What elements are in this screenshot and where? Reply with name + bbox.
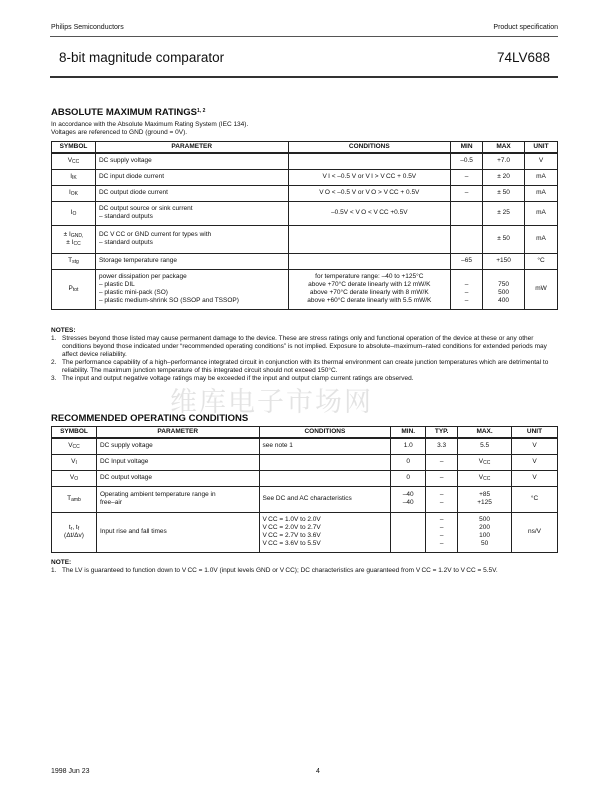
- abs-max-intro-line2: Voltages are referenced to GND (ground = 0V).: [51, 129, 188, 136]
- table-header-row: [52, 427, 558, 439]
- min-cell: –: [451, 185, 483, 201]
- conditions-cell: [288, 225, 451, 253]
- min-cell: – – –: [451, 269, 483, 309]
- min-cell: –40 –40: [391, 486, 426, 512]
- abs-max-heading: [51, 107, 205, 118]
- unit-cell: V: [512, 438, 558, 454]
- unit-cell: °C: [512, 486, 558, 512]
- abs-max-heading-sup: 1, 2: [197, 108, 206, 114]
- conditions-cell: for temperature range: –40 to +125°C above +70°C derate linearly with 12 mW/K above +70°C derate linearly with 8 mW/K above +60°C derate linearly with 5.5 mW/K: [288, 269, 451, 309]
- min-cell: 1.0: [391, 438, 426, 454]
- unit-cell: mA: [525, 225, 558, 253]
- unit-cell: V: [525, 153, 558, 169]
- conditions-cell: V I < –0.5 V or V I > V CC + 0.5V: [288, 169, 451, 185]
- symbol-cell: $t_r$, $t_f$ (Δt/Δv): [52, 512, 97, 552]
- parameter-cell: DC supply voltage: [96, 438, 259, 454]
- parameter-cell: DC output source or sink current – standard outputs: [95, 201, 288, 225]
- max-cell: ± 50: [483, 225, 525, 253]
- parameter-cell: DC supply voltage: [95, 153, 288, 169]
- document-type: Product specification: [493, 24, 558, 31]
- conditions-cell: –0.5V < V O < V CC +0.5V: [288, 201, 451, 225]
- abs-max-intro: [51, 121, 248, 137]
- col-parameter: PARAMETER: [96, 427, 259, 439]
- table-row: [52, 454, 558, 470]
- typ-cell: – – – –: [426, 512, 458, 552]
- parameter-cell: DC input diode current: [95, 169, 288, 185]
- symbol-cell: $V_O$: [52, 470, 97, 486]
- abs-max-notes: [51, 327, 558, 383]
- table-row: [52, 225, 558, 253]
- symbol-cell: $I_{OK}$: [52, 185, 96, 201]
- unit-cell: mA: [525, 185, 558, 201]
- table-row: [52, 169, 558, 185]
- parameter-cell: DC V CC or GND current for types with – standard outputs: [95, 225, 288, 253]
- min-cell: [451, 225, 483, 253]
- col-parameter: PARAMETER: [95, 142, 288, 154]
- col-symbol: SYMBOL: [52, 142, 96, 154]
- min-cell: –65: [451, 253, 483, 269]
- table-row: [52, 253, 558, 269]
- col-min: MIN: [451, 142, 483, 154]
- col-typ: TYP.: [426, 427, 458, 439]
- col-min: MIN.: [391, 427, 426, 439]
- abs-max-heading-text: ABSOLUTE MAXIMUM RATINGS: [51, 107, 198, 118]
- symbol-cell: $I_{IK}$: [52, 169, 96, 185]
- col-unit: UNIT: [525, 142, 558, 154]
- table-header-row: [52, 142, 558, 154]
- table-row: [52, 438, 558, 454]
- conditions-cell: V O < –0.5 V or V O > V CC + 0.5V: [288, 185, 451, 201]
- conditions-cell: see note 1: [259, 438, 391, 454]
- max-cell: ± 20: [483, 169, 525, 185]
- symbol-cell: $V_I$: [52, 454, 97, 470]
- unit-cell: mW: [525, 269, 558, 309]
- rec-op-notes: [51, 559, 571, 575]
- header-rule: [50, 36, 558, 37]
- symbol-cell: $T_{amb}$: [52, 486, 97, 512]
- min-cell: [451, 201, 483, 225]
- min-cell: [391, 512, 426, 552]
- max-cell: +150: [483, 253, 525, 269]
- table-row: [52, 185, 558, 201]
- min-cell: 0: [391, 454, 426, 470]
- min-cell: –: [451, 169, 483, 185]
- col-conditions: CONDITIONS: [259, 427, 391, 439]
- notes-label: NOTES:: [51, 327, 76, 334]
- company-name: Philips Semiconductors: [51, 24, 124, 31]
- symbol-cell: $T_{stg}$: [52, 253, 96, 269]
- part-number: 74LV688: [496, 50, 550, 65]
- note-3: 3. The input and output negative voltage ratings may be exceeded if the input and output clamp current ratings are observed.: [51, 375, 414, 382]
- col-unit: UNIT: [512, 427, 558, 439]
- unit-cell: mA: [525, 201, 558, 225]
- unit-cell: mA: [525, 169, 558, 185]
- typ-cell: 3.3: [426, 438, 458, 454]
- max-cell: $V_{CC}$: [458, 470, 512, 486]
- table-row: [52, 269, 558, 309]
- abs-max-intro-line1: In accordance with the Absolute Maximum Rating System (IEC 134).: [51, 121, 249, 128]
- table-row: [52, 470, 558, 486]
- max-cell: +85 +125: [458, 486, 512, 512]
- note-1: 1. Stresses beyond those listed may cause permanent damage to the device. These are stress ratings only and functional operation of the device at these or any other conditions beyond those indicated under “recommended operating conditions” is not implied. Exposure to absolute–maximum–rated conditions for extended periods may affect device reliability.: [51, 335, 547, 358]
- unit-cell: V: [512, 454, 558, 470]
- max-cell: ± 25: [483, 201, 525, 225]
- note-2: 2. The performance capability of a high–performance integrated circuit in conjunction with its thermal environment can create junction temperatures which are detrimental to reliability. The maximum junction temperature of this integrated circuit should not exceed 150°C.: [51, 359, 549, 374]
- min-cell: –0.5: [451, 153, 483, 169]
- unit-cell: ns/V: [512, 512, 558, 552]
- rec-op-table: [51, 426, 558, 553]
- product-title: 8-bit magnitude comparator: [59, 50, 225, 65]
- rec-op-heading: RECOMMENDED OPERATING CONDITIONS: [51, 413, 249, 424]
- max-cell: 500 200 100 50: [458, 512, 512, 552]
- conditions-cell: [259, 470, 391, 486]
- abs-max-table: [51, 141, 558, 310]
- col-conditions: CONDITIONS: [288, 142, 451, 154]
- max-cell: 5.5: [458, 438, 512, 454]
- col-symbol: SYMBOL: [52, 427, 97, 439]
- symbol-cell: ± $I_{GND,}$ ± $I_{CC}$: [52, 225, 96, 253]
- parameter-cell: DC output voltage: [96, 470, 259, 486]
- max-cell: $V_{CC}$: [458, 454, 512, 470]
- max-cell: ± 50: [483, 185, 525, 201]
- symbol-cell: $I_O$: [52, 201, 96, 225]
- parameter-cell: Storage temperature range: [95, 253, 288, 269]
- typ-cell: – –: [426, 486, 458, 512]
- conditions-cell: See DC and AC characteristics: [259, 486, 391, 512]
- parameter-cell: DC output diode current: [95, 185, 288, 201]
- col-max: MAX.: [458, 427, 512, 439]
- unit-cell: °C: [525, 253, 558, 269]
- note-label: NOTE:: [51, 559, 72, 566]
- parameter-cell: power dissipation per package – plastic DIL – plastic mini-pack (SO) – plastic medium-shrink SO (SSOP and TSSOP): [95, 269, 288, 309]
- parameter-cell: Operating ambient temperature range in free–air: [96, 486, 259, 512]
- symbol-cell: $V_{CC}$: [52, 153, 96, 169]
- max-cell: 750 500 400: [483, 269, 525, 309]
- col-max: MAX: [483, 142, 525, 154]
- conditions-cell: [259, 454, 391, 470]
- typ-cell: –: [426, 470, 458, 486]
- parameter-cell: Input rise and fall times: [96, 512, 259, 552]
- table-row: [52, 512, 558, 552]
- conditions-cell: V CC = 1.0V to 2.0V V CC = 2.0V to 2.7V V CC = 2.7V to 3.6V V CC = 3.6V to 5.5V: [259, 512, 391, 552]
- table-row: [52, 201, 558, 225]
- title-rule: [50, 76, 558, 78]
- page-number: 4: [316, 768, 320, 775]
- symbol-cell: $P_{tot}$: [52, 269, 96, 309]
- footer-date: 1998 Jun 23: [51, 768, 90, 775]
- min-cell: 0: [391, 470, 426, 486]
- typ-cell: –: [426, 454, 458, 470]
- parameter-cell: DC Input voltage: [96, 454, 259, 470]
- max-cell: +7.0: [483, 153, 525, 169]
- symbol-cell: $V_{CC}$: [52, 438, 97, 454]
- conditions-cell: [288, 153, 451, 169]
- conditions-cell: [288, 253, 451, 269]
- table-row: [52, 153, 558, 169]
- note-1: 1. The LV is guaranteed to function down to V CC = 1.0V (input levels GND or V CC); DC characteristics are guaranteed from V CC = 1.2V to V CC = 5.5V.: [51, 567, 498, 574]
- watermark: 维库电子市场网: [170, 387, 373, 418]
- table-row: [52, 486, 558, 512]
- unit-cell: V: [512, 470, 558, 486]
